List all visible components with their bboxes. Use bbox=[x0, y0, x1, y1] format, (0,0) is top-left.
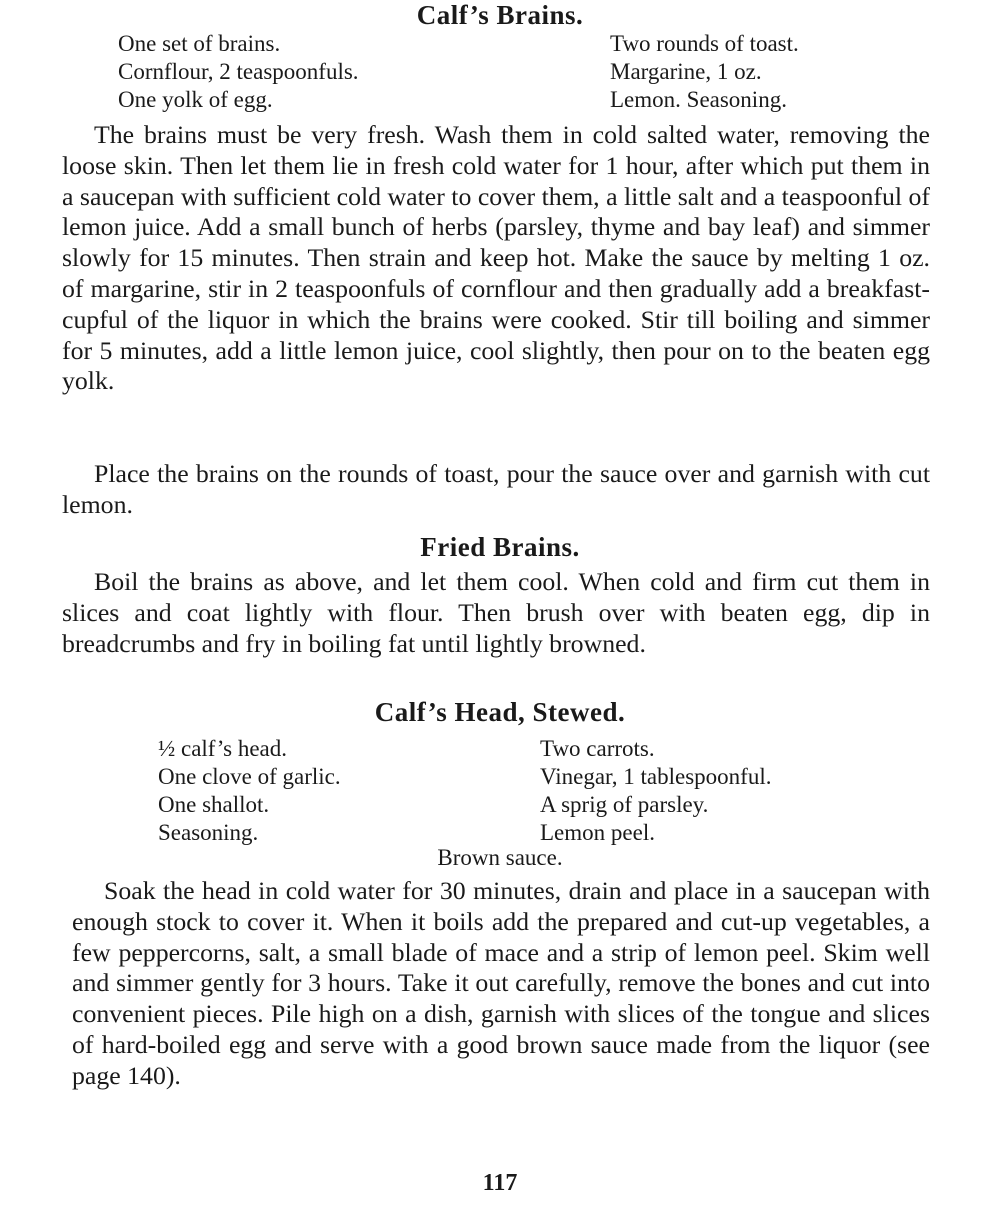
method-paragraph: Boil the brains as above, and let them cool. When cold and firm cut them in slices and coat lightly with flour. Then brush over with beaten egg, dip in breadcrumbs and fry in boiling fat until lightly browned. bbox=[62, 567, 930, 658]
ingredient-item-centered: Brown sauce. bbox=[437, 845, 563, 870]
ingredient-item: Vinegar, 1 tablespoonful. bbox=[540, 764, 772, 789]
ingredient-item: One set of brains. bbox=[118, 31, 281, 56]
recipe-title-fried-brains: Fried Brains. bbox=[420, 532, 580, 562]
ingredients-list-right bbox=[540, 735, 771, 847]
ingredient-item: Lemon peel. bbox=[540, 820, 655, 845]
method-paragraph: Soak the head in cold water for 30 minutes, drain and place in a saucepan with enough stock to cover it. When it boils add the prepared and cut-up vegetables, a few peppercorns, salt, a small blade of mace and a strip of lemon peel. Skim well and simmer gently for 3 hours. Take it out carefully, remove the bones and cut into convenient pieces. Pile high on a dish, garnish with slices of the tongue and slices of hard-boiled egg and serve with a good brown sauce made from the liquor (see page 140). bbox=[72, 876, 930, 1090]
recipe-title-calfs-brains: Calf’s Brains. bbox=[416, 0, 584, 30]
ingredient-item: Lemon. Seasoning. bbox=[610, 87, 787, 112]
ingredient-item: Seasoning. bbox=[158, 820, 259, 845]
ingredients-list-left bbox=[118, 30, 359, 114]
page-number: 117 bbox=[482, 1170, 518, 1196]
recipe-title-calfs-head-stewed: Calf’s Head, Stewed. bbox=[374, 697, 626, 727]
ingredients-list-right bbox=[610, 30, 799, 114]
ingredient-item: One clove of garlic. bbox=[158, 764, 341, 789]
ingredients-list-left bbox=[158, 735, 341, 847]
method-paragraph: The brains must be very fresh. Wash them in cold salted water, removing the loose skin. Then let them lie in fresh cold water for 1 hour, after which put them in a saucepan with sufficient cold water to cover them, a little salt and a teaspoonful of lemon juice. Add a small bunch of herbs (parsley, thyme and bay leaf) and simmer slowly for 15 minutes. Then strain and keep hot. Make the sauce by melting 1 oz. of margarine, stir in 2 teaspoonfuls of cornflour and then gradually add a breakfast-cupful of the liquor in which the brains were cooked. Stir till boiling and simmer for 5 minutes, add a little lemon juice, cool slightly, then pour on to the beaten egg yolk. bbox=[62, 120, 930, 396]
ingredient-item: Margarine, 1 oz. bbox=[610, 59, 762, 84]
ingredient-item: One shallot. bbox=[158, 792, 270, 817]
method-paragraph: Place the brains on the rounds of toast, pour the sauce over and garnish with cut lemon. bbox=[62, 459, 930, 519]
ingredient-item: Cornflour, 2 teaspoonfuls. bbox=[118, 59, 359, 84]
ingredient-item: ½ calf’s head. bbox=[158, 736, 287, 761]
ingredient-item: A sprig of parsley. bbox=[540, 792, 709, 817]
ingredient-item: One yolk of egg. bbox=[118, 87, 273, 112]
ingredient-item: Two rounds of toast. bbox=[610, 31, 799, 56]
ingredient-item: Two carrots. bbox=[540, 736, 655, 761]
